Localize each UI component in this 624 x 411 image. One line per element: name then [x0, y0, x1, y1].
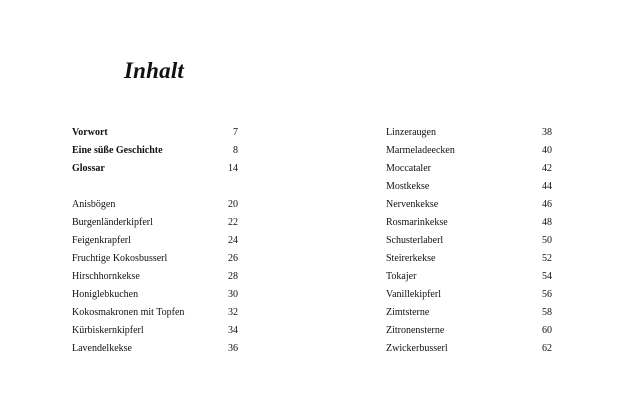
toc-entry-title: Fruchtige Kokosbusserl	[72, 253, 168, 264]
toc-entry	[386, 268, 552, 286]
toc-entry-title: Lavendelkekse	[72, 343, 132, 354]
toc-entry-title: Mostkekse	[386, 181, 430, 192]
toc-entry-page: 30	[228, 289, 238, 300]
toc-entry	[386, 196, 552, 214]
toc-entry-page: 58	[542, 307, 552, 318]
toc-entry	[386, 322, 552, 340]
toc-entry	[72, 250, 238, 268]
toc-entry	[72, 196, 238, 214]
toc-entry-title: Zimtsterne	[386, 307, 430, 318]
toc-entry-page: 26	[228, 253, 238, 264]
toc-entry	[386, 232, 552, 250]
toc-entry-title: Marmeladeecken	[386, 145, 455, 156]
toc-entry-title: Zitronensterne	[386, 325, 445, 336]
toc-entry	[72, 142, 238, 160]
toc-entry-title: Linzeraugen	[386, 127, 436, 138]
toc-entry-page: 52	[542, 253, 552, 264]
toc-entry	[386, 304, 552, 322]
toc-entry-title: Honiglebkuchen	[72, 289, 139, 300]
toc-entry-page: 54	[542, 271, 552, 282]
toc-entry-title: Kokosmakronen mit Topfen	[72, 307, 185, 318]
toc-entry-title: Eine süße Geschichte	[72, 145, 163, 156]
toc-entry	[386, 340, 552, 358]
toc-entry-page: 34	[228, 325, 238, 336]
toc-entry-page: 40	[542, 145, 552, 156]
toc-entry-page: 56	[542, 289, 552, 300]
toc-entry-page: 60	[542, 325, 552, 336]
toc-entry-title: Moccataler	[386, 163, 431, 174]
page-title: Inhalt	[124, 58, 185, 83]
toc-entry	[386, 250, 552, 268]
toc-entry-title: Vanillekipferl	[386, 289, 441, 300]
toc-entry	[386, 160, 552, 178]
toc-entry-page: 20	[228, 199, 238, 210]
toc-entry-page: 42	[542, 163, 552, 174]
toc-entry-title: Nervenkekse	[386, 199, 439, 210]
toc-entry-page: 8	[233, 145, 238, 156]
toc-left-column	[72, 124, 238, 358]
toc-entry-page: 62	[542, 343, 552, 354]
toc-entry	[72, 304, 238, 322]
toc-entry-page: 50	[542, 235, 552, 246]
toc-entry-page: 14	[228, 163, 238, 174]
toc-entry-page: 22	[228, 217, 238, 228]
toc-entry-title: Zwickerbusserl	[386, 343, 448, 354]
toc-entry-title: Glossar	[72, 163, 105, 174]
toc-entry	[72, 268, 238, 286]
toc-entry	[72, 322, 238, 340]
toc-entry-page: 46	[542, 199, 552, 210]
toc-entry-page: 24	[228, 235, 238, 246]
toc-entry-page: 28	[228, 271, 238, 282]
toc-entry	[386, 214, 552, 232]
toc-entry	[72, 160, 238, 178]
section-spacer	[72, 178, 238, 196]
toc-entry-title: Rosmarinkekse	[386, 217, 448, 228]
toc-entry-title: Burgenländerkipferl	[72, 217, 153, 228]
toc-entry	[72, 214, 238, 232]
toc-entry-title: Kürbiskernkipferl	[72, 325, 144, 336]
toc-entry-page: 44	[542, 181, 552, 192]
toc-right-column	[386, 124, 552, 358]
toc-entry-page: 32	[228, 307, 238, 318]
toc-entry	[72, 286, 238, 304]
toc-entry-title: Vorwort	[72, 127, 108, 138]
toc-entry-page: 48	[542, 217, 552, 228]
toc-entry-page: 38	[542, 127, 552, 138]
toc-entry-title: Anisbögen	[72, 199, 116, 210]
toc-entry	[72, 340, 238, 358]
toc-entry-page: 36	[228, 343, 238, 354]
toc-entry	[386, 286, 552, 304]
toc-entry-title: Schusterlaberl	[386, 235, 444, 246]
toc-entry-title: Hirschhornkekse	[72, 271, 140, 282]
toc-entry	[386, 178, 552, 196]
toc-entry	[72, 124, 238, 142]
toc-entry	[386, 124, 552, 142]
toc-entry-title: Tokajer	[386, 271, 417, 282]
toc-entry	[386, 142, 552, 160]
toc-entry	[72, 232, 238, 250]
toc-entry-title: Feigenkrapferl	[72, 235, 131, 246]
toc-entry-title: Steirerkekse	[386, 253, 436, 264]
toc-entry-page: 7	[233, 127, 238, 138]
